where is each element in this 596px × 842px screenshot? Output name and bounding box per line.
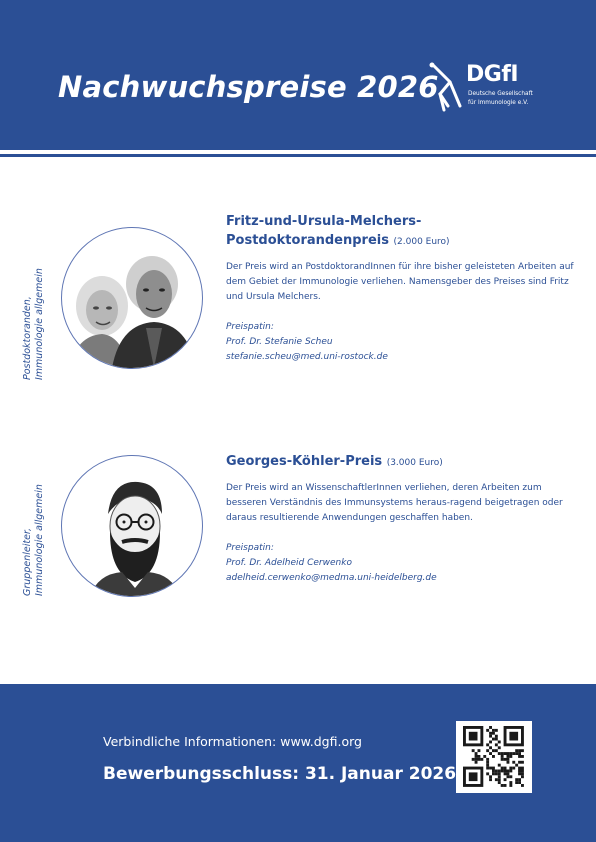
prize-2-amount: (3.000 Euro) bbox=[386, 458, 443, 468]
prize-2-category-line1: Gruppenleiter, bbox=[22, 528, 33, 596]
prize-1-photo bbox=[61, 227, 203, 369]
logo-subtitle-2: für Immunologie e.V. bbox=[468, 100, 529, 106]
page-title: Nachwuchspreise 2026 bbox=[58, 70, 439, 104]
prize-1-contact-email[interactable]: stefanie.scheu@med.uni-rostock.de bbox=[226, 352, 388, 362]
prize-1-contact bbox=[226, 320, 576, 365]
prize-2-contact-name: Prof. Dr. Adelheid Cerwenko bbox=[226, 558, 352, 568]
prize-1-title bbox=[226, 212, 576, 252]
prize-2-contact-label: Preispatin: bbox=[226, 543, 274, 553]
qr-code[interactable] bbox=[456, 721, 532, 793]
header-divider bbox=[0, 154, 596, 157]
prize-2-title-line1: Georges-Köhler-Preis bbox=[226, 454, 383, 469]
prize-1-contact-label: Preispatin: bbox=[226, 322, 274, 332]
prize-2-title bbox=[226, 452, 576, 473]
melchers-portrait-icon bbox=[62, 228, 202, 368]
prize-1-amount: (2.000 Euro) bbox=[393, 237, 450, 247]
prize-2-block bbox=[226, 452, 576, 586]
koehler-portrait-icon bbox=[62, 456, 202, 596]
prize-1-block bbox=[226, 212, 576, 365]
prize-2-contact bbox=[226, 541, 576, 586]
logo-subtitle-1: Deutsche Gesellschaft bbox=[468, 91, 533, 97]
prize-1-title-line2: Postdoktorandenpreis bbox=[226, 233, 389, 248]
prize-2-category-line2: Immunologie allgemein bbox=[34, 484, 45, 596]
prize-2-photo bbox=[61, 455, 203, 597]
prize-1-category-line2: Immunologie allgemein bbox=[34, 268, 45, 380]
prize-1-title-line1: Fritz-und-Ursula-Melchers- bbox=[226, 214, 422, 229]
logo-wordmark: DGfI bbox=[466, 62, 519, 87]
prize-1-contact-name: Prof. Dr. Stefanie Scheu bbox=[226, 337, 333, 347]
dgfi-logo-icon bbox=[426, 60, 466, 118]
deadline-text: Bewerbungsschluss: 31. Januar 2026 bbox=[103, 764, 457, 784]
info-link[interactable]: Verbindliche Informationen: www.dgfi.org bbox=[103, 734, 362, 749]
prize-2-category bbox=[22, 484, 46, 596]
dgfi-logo bbox=[426, 60, 556, 118]
prize-1-category bbox=[22, 268, 46, 380]
qr-code-icon bbox=[456, 721, 532, 793]
prize-2-description: Der Preis wird an WissenschaftlerInnen verliehen, deren Arbeiten zum besseren Verständnis des Immunsystems heraus-ragend beigetragen oder daraus resultierende Anwendungen geschaffen haben. bbox=[226, 483, 563, 523]
prize-2-contact-email[interactable]: adelheid.cerwenko@medma.uni-heidelberg.de bbox=[226, 573, 437, 583]
prize-1-category-line1: Postdoktoranden, bbox=[22, 296, 33, 380]
prize-1-description: Der Preis wird an PostdoktorandInnen für ihre bisher geleisteten Arbeiten auf dem Gebiet der Immunologie verliehen. Namensgeber des Preises sind Fritz und Ursula Melchers. bbox=[226, 262, 574, 302]
